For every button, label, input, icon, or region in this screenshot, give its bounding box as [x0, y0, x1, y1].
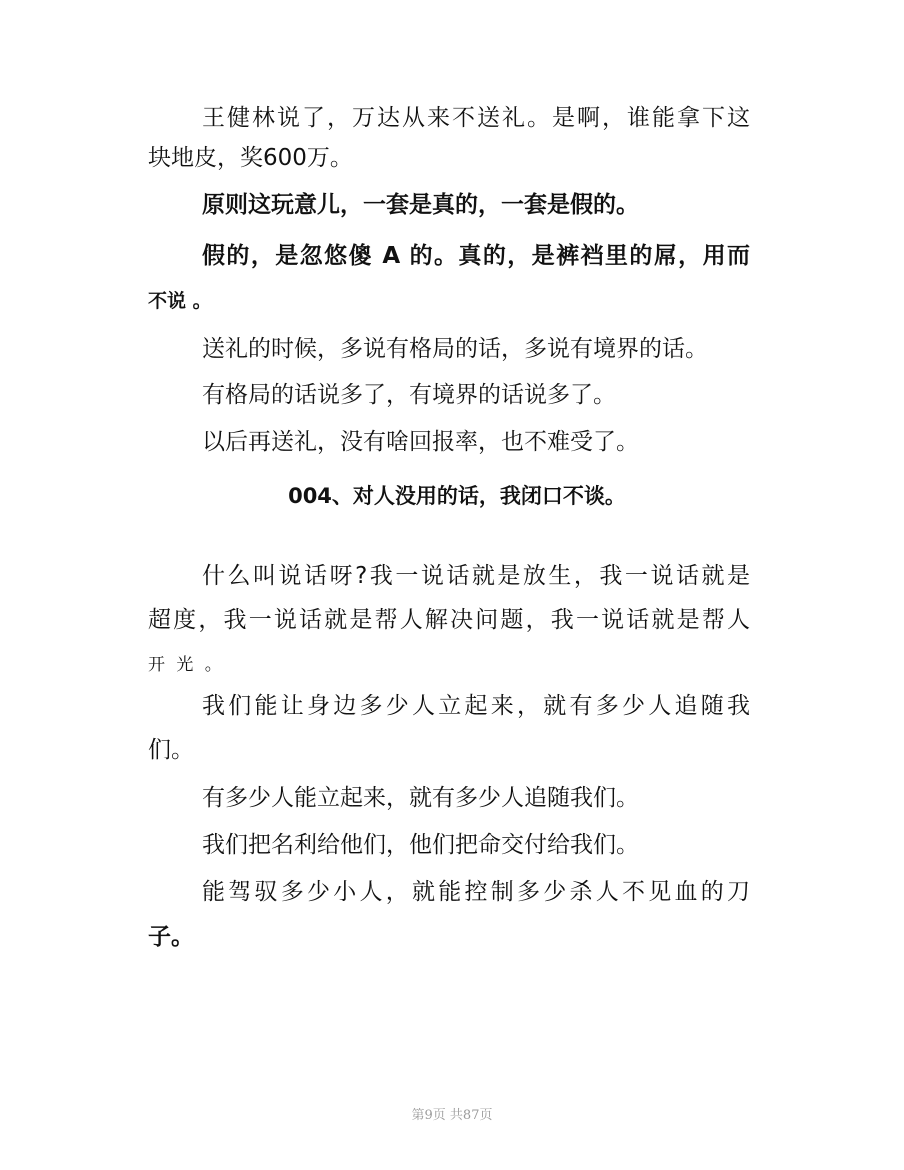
- paragraph-1-line-1: 王健林说了，万达从来不送礼。是啊，谁能拿下这: [202, 105, 750, 131]
- section-heading: 004、对人没用的话，我闭口不谈。: [288, 484, 626, 508]
- paragraph-8-line-2: 们。: [148, 737, 194, 763]
- paragraph-11-line-2-bold: 子。: [148, 924, 194, 950]
- paragraph-5: 有格局的话说多了，有境界的话说多了。: [202, 382, 616, 408]
- paragraph-4: 送礼的时候，多说有格局的话，多说有境界的话。: [202, 336, 708, 362]
- paragraph-10: 我们把名利给他们，他们把命交付给我们。: [202, 832, 639, 858]
- paragraph-9: 有多少人能立起来，就有多少人追随我们。: [202, 785, 639, 811]
- paragraph-6: 以后再送礼，没有啥回报率，也不难受了。: [202, 429, 639, 455]
- paragraph-7-line-3: 开 光 。: [148, 655, 225, 675]
- paragraph-1-line-2: 块地皮，奖600万。: [148, 145, 353, 171]
- paragraph-3-line-2-bold: 不说 。: [148, 290, 212, 312]
- paragraph-2-bold: 原则这玩意儿，一套是真的，一套是假的。: [202, 192, 639, 218]
- paragraph-11-line-1: 能驾驭多少小人，就能控制多少杀人不见血的刀: [202, 879, 750, 905]
- paragraph-8-line-1: 我们能让身边多少人立起来，就有多少人追随我: [202, 693, 750, 719]
- page-number-footer: 第9页 共87页: [411, 1108, 493, 1123]
- paragraph-7-line-2: 超度，我一说话就是帮人解决问题，我一说话就是帮人: [148, 607, 750, 633]
- paragraph-3-line-1-bold: 假的，是忽悠傻 A 的。真的，是裤裆里的屌，用而: [202, 243, 750, 269]
- paragraph-7-line-1: 什么叫说话呀?我一说话就是放生，我一说话就是: [202, 563, 750, 589]
